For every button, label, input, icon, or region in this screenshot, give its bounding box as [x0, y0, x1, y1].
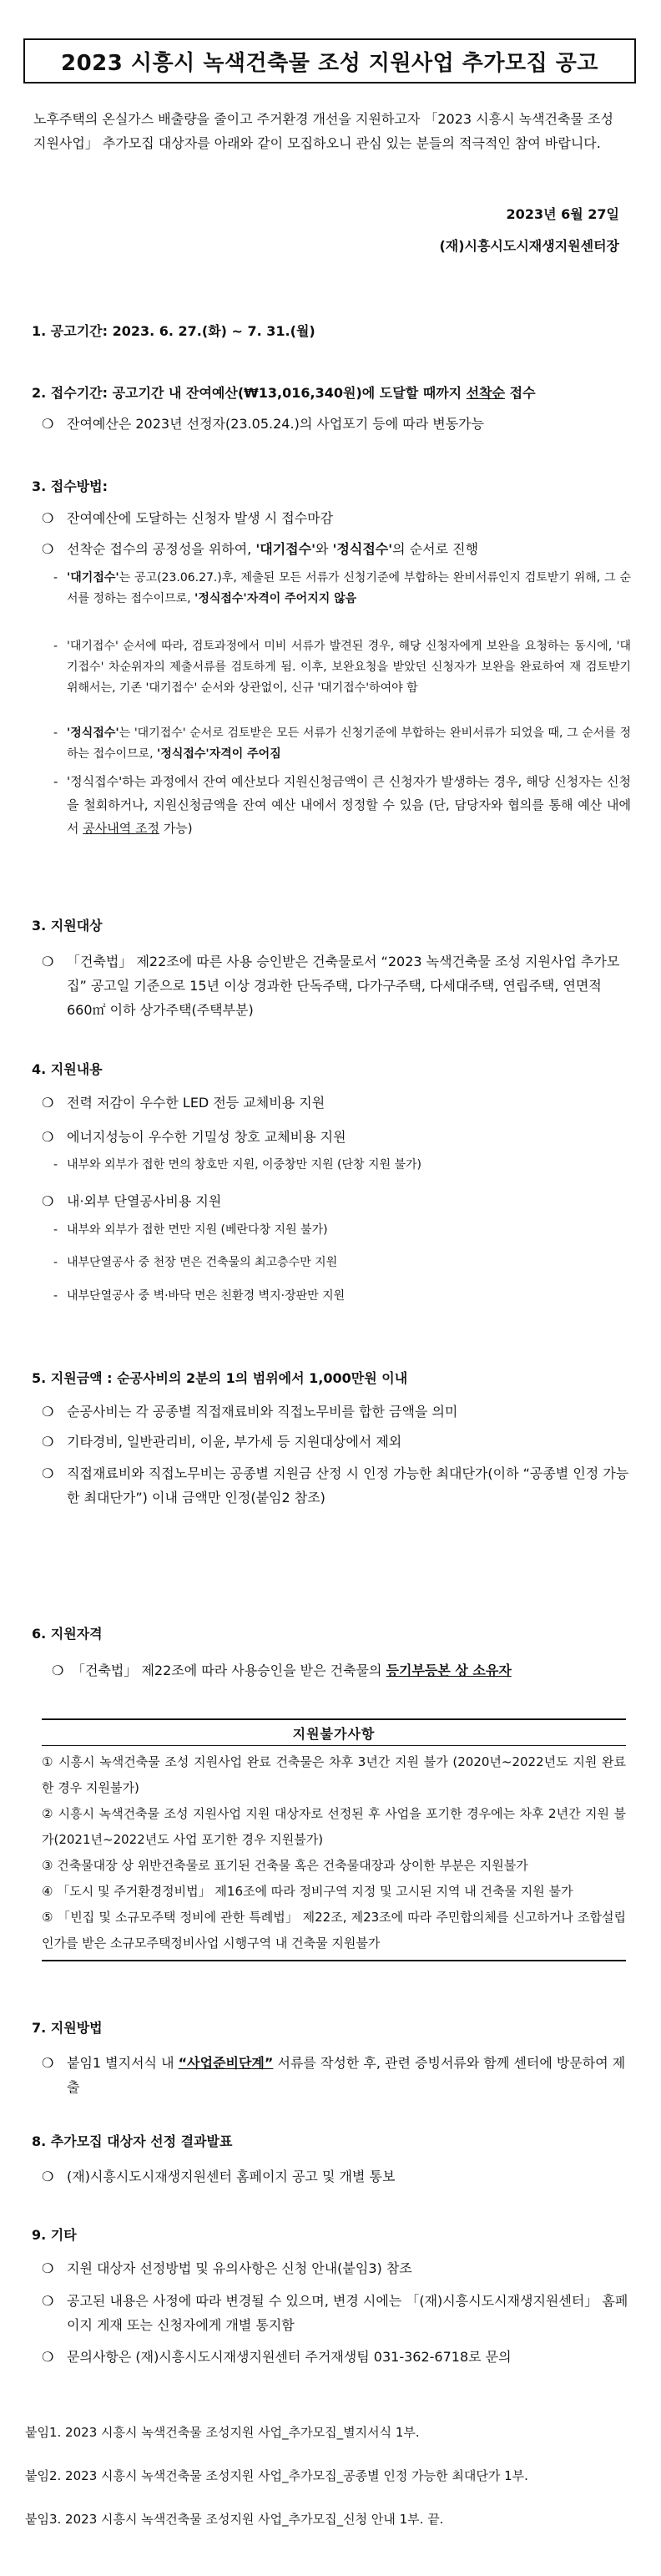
bullet-target: ❍ 「건축법」 제22조에 따른 사용 승인받은 건축물로서 “2023 녹색건축물 조성 지원사업 추가모집” 공고일 기준으로 15년 이상 경과한 단독주택, 다가구주택, 다세대주택, 연립주택, 연면적 660㎡ 이하 상가주택(주택부분)	[42, 954, 620, 1018]
bullet-insulation: ❍ 내·외부 단열공사비용 지원	[42, 1193, 222, 1209]
section-period-title: 1. 공고기간: 2023. 6. 27.(화) ~ 7. 31.(월)	[32, 323, 315, 339]
bullet-result: ❍ (재)시흥시도시재생지원센터 홈페이지 공고 및 개별 통보	[42, 2169, 396, 2184]
detail-budget-exceed: - '정식접수'하는 과정에서 잔여 예산보다 지원신청금액이 큰 신청자가 발생하는 경우, 해당 신청자는 신청을 철회하거나, 지원신청금액을 잔여 예산 내에서 정정할 수 있음 (단, 담당자와 협의를 통해 예산 내에서 공사내역 조정 가능)	[53, 774, 631, 836]
section-amount-title: 5. 지원금액 : 순공사비의 2분의 1의 범위에서 1,000만원 이내	[32, 1370, 408, 1386]
detail-wall-floor: - 내부단열공사 중 벽·바닥 면은 친환경 벽지·장판만 지원	[53, 1289, 346, 1303]
restriction-item: ① 시흥시 녹색건축물 조성 지원사업 완료 건축물은 차후 3년간 지원 불가 (2020년~2022년도 지원 완료한 경우 지원불가)	[42, 1754, 626, 1795]
issuer-org: (재)시흥시도시재생지원센터장	[439, 238, 619, 254]
bullet-deadline: ❍ 잔여예산에 도달하는 신청자 발생 시 접수마감	[42, 510, 334, 526]
detail-waiting-intake: - '대기접수'는 공고(23.06.27.)후, 제출된 모든 서류가 신청기준에 부합하는 완비서류인지 검토받기 위해, 그 순서를 정하는 접수이므로, '정식접수'자격이 주어지지 않음	[53, 571, 631, 605]
attachment-2: 붙임2. 2023 시흥시 녹색건축물 조성지원 사업_추가모집_공종별 인정 가능한 최대단가 1부.	[25, 2468, 528, 2483]
bullet-fairness: ❍ 선착순 접수의 공정성을 위하여, '대기접수'와 '정식접수'의 순서로 진행	[42, 541, 479, 557]
intro-text: 노후주택의 온실가스 배출량을 줄이고 주거환경 개선을 지원하고자 「2023 시흥시 녹색건축물 조성 지원사업」 추가모집 대상자를 아래와 같이 모집하오니 관심 있는 분들의 적극적인 참여 바랍니다.	[33, 111, 613, 151]
title-box	[23, 38, 636, 84]
restriction-item: ② 시흥시 녹색건축물 조성 지원사업 지원 대상자로 선정된 후 사업을 포기한 경우에는 차후 2년간 지원 불가(2021년~2022년도 사업 포기한 경우 지원불가)	[42, 1806, 626, 1847]
section-result-title: 8. 추가모집 대상자 선정 결과발표	[32, 2133, 233, 2149]
restriction-header	[42, 1718, 626, 1746]
detail-window-scope: - 내부와 외부가 접한 면의 창호만 지원, 이중창만 지원 (단창 지원 불가)	[53, 1158, 422, 1172]
bullet-guide: ❍ 지원 대상자 선정방법 및 유의사항은 신청 안내(붙임3) 참조	[42, 2260, 412, 2276]
detail-ceiling: - 내부단열공사 중 천장 면은 건축물의 최고층수만 지원	[53, 1256, 338, 1269]
page-title: 2023 시흥시 녹색건축물 조성 지원사업 추가모집 공고	[61, 50, 598, 76]
detail-formal-intake: - '정식접수'는 '대기접수' 순서로 검토받은 모든 서류가 신청기준에 부합하는 완비서류가 되었을 때, 그 순서를 정하는 접수이므로, '정식접수'자격이 주어짐	[53, 726, 631, 761]
notice-date: 2023년 6월 27일	[506, 206, 619, 222]
restriction-item: ③ 건축물대장 상 위반건축물로 표기된 건축물 혹은 건축물대장과 상이한 부분은 지원불가	[42, 1858, 528, 1873]
section-intake-title: 2. 접수기간: 공고기간 내 잔여예산(₩13,016,340원)에 도달할 때까지 선착순 접수	[32, 385, 536, 401]
section-etc-title: 9. 기타	[32, 2227, 77, 2243]
bullet-net-cost: ❍ 순공사비는 각 공종별 직접재료비와 직접노무비를 합한 금액을 의미	[42, 1404, 458, 1420]
bullet-window: ❍ 에너지성능이 우수한 기밀성 창호 교체비용 지원	[42, 1129, 346, 1145]
bullet-budget-note: ❍ 잔여예산은 2023년 선정자(23.05.24.)의 사업포기 등에 따라 변동가능	[42, 416, 485, 432]
section-target-title: 3. 지원대상	[32, 918, 103, 934]
restriction-title: 지원불가사항	[292, 1725, 376, 1742]
section-apply-title: 7. 지원방법	[32, 2020, 103, 2036]
attachment-1: 붙임1. 2023 시흥시 녹색건축물 조성지원 사업_추가모집_별지서식 1부.	[25, 2425, 420, 2440]
bullet-contact: ❍ 문의사항은 (재)시흥시도시재생지원센터 주거재생팀 031-362-6718로 문의	[42, 2349, 512, 2365]
detail-insulation-scope: - 내부와 외부가 접한 면만 지원 (베란다창 지원 불가)	[53, 1223, 328, 1237]
bullet-max-unit: ❍ 직접재료비와 직접노무비는 공종별 지원금 산정 시 인정 가능한 최대단가(이하 “공종별 인정 가능한 최대단가”) 이내 금액만 인정(붙임2 참조)	[42, 1465, 629, 1506]
bullet-change-notice: ❍ 공고된 내용은 사정에 따라 변경될 수 있으며, 변경 시에는 「(재)시흥시도시재생지원센터」 홈페이지 게재 또는 신청자에게 개별 통지함	[42, 2293, 628, 2333]
bullet-apply: ❍ 붙임1 별지서식 내 “사업준비단계” 서류를 작성한 후, 관련 증빙서류와 함께 센터에 방문하여 제출	[42, 2055, 626, 2095]
bullet-owner: ❍ 「건축법」 제22조에 따라 사용승인을 받은 건축물의 등기부등본 상 소유자	[52, 1663, 512, 1678]
restriction-item: ④ 「도시 및 주거환경정비법」 제16조에 따라 정비구역 지정 및 고시된 지역 내 건축물 지원 불가	[42, 1884, 573, 1899]
detail-supplement: - '대기접수' 순서에 따라, 검토과정에서 미비 서류가 발견된 경우, 해당 신청자에게 보완을 요청하는 동시에, '대기접수' 차순위자의 제출서류를 검토하게 됨. 이후, 보완요청을 받았던 신청자가 보완을 완료하여 재 검토받기 위해서는, 기존 '대기접수' 순서와 상관없이, 신규 '대기접수'하여야 함	[53, 640, 631, 695]
bullet-led: ❍ 전력 저감이 우수한 LED 전등 교체비용 지원	[42, 1095, 325, 1111]
section-eligibility-title: 6. 지원자격	[32, 1626, 103, 1642]
bullet-excluded: ❍ 기타경비, 일반관리비, 이윤, 부가세 등 지원대상에서 제외	[42, 1434, 402, 1450]
section-content-title: 4. 지원내용	[32, 1061, 103, 1077]
restriction-list	[42, 1746, 626, 1961]
attachment-3: 붙임3. 2023 시흥시 녹색건축물 조성지원 사업_추가모집_신청 안내 1부. 끝.	[25, 2512, 444, 2527]
restriction-item: ⑤ 「빈집 및 소규모주택 정비에 관한 특례법」 제22조, 제23조에 따라 주민합의체를 신고하거나 조합설립인가를 받은 소규모주택정비사업 시행구역 내 건축물 지원불가	[42, 1910, 626, 1951]
restriction-table	[42, 1718, 626, 1961]
section-method-title: 3. 접수방법:	[32, 478, 108, 494]
